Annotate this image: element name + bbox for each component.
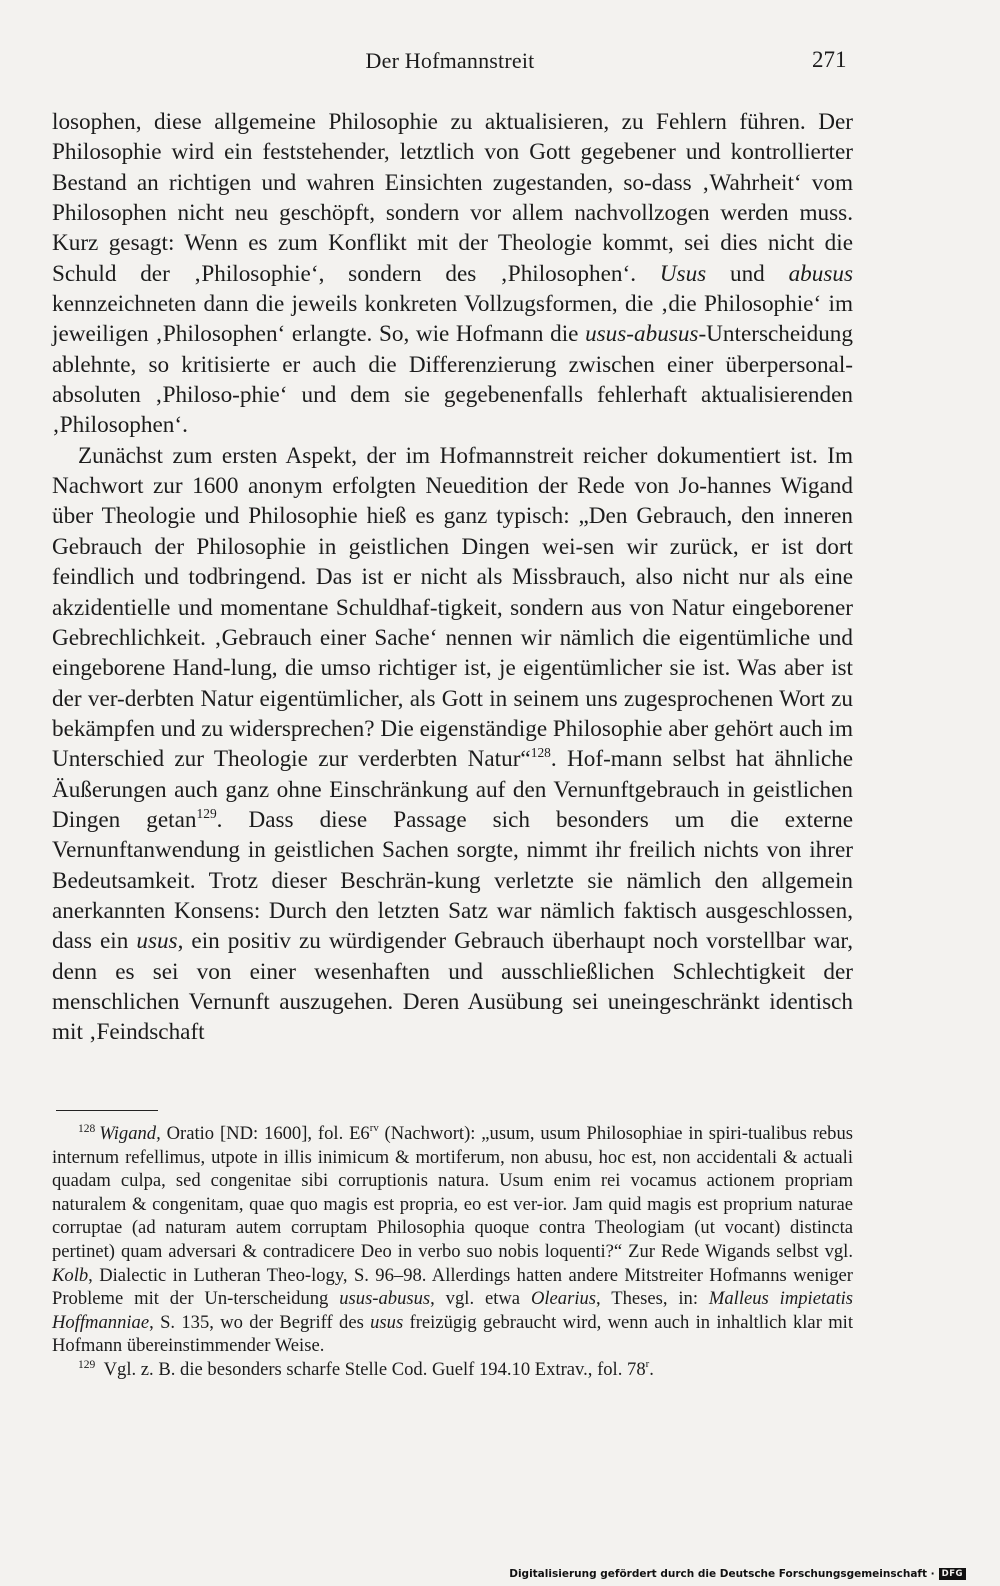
author-name: Olearius bbox=[530, 1288, 597, 1310]
italic-term: abusus bbox=[788, 260, 854, 287]
text-span: , Theses, in: bbox=[596, 1288, 709, 1310]
running-header: Der Hofmannstreit bbox=[365, 48, 535, 73]
footnote-128 bbox=[52, 1122, 853, 1358]
main-text bbox=[52, 107, 853, 1048]
superscript: r bbox=[645, 1358, 650, 1371]
superscript: rv bbox=[369, 1122, 379, 1135]
text-span: Zunächst zum ersten Aspekt, der im Hofmannstreit reicher dokumentiert ist. Im Nachwort zur 1600 anonym erfolgten Neuedition der Rede von Jo-hannes Wigand über Theologie und Philosophie hieß es ganz typisch: „Den Gebrauch, den inneren Gebrauch der Philosophie in geistlichen Dingen wei-sen wir zurück, er ist dort feindlich und todbringend. Das ist er nicht als Missbrauch, also nicht nur als eine akzidentielle und momentane Schuldhaf-tigkeit, sondern aus von Natur eingeborener Gebrechlichkeit. ‚Gebrauch einer Sache‘ nennen wir nämlich die eigentümliche und eingeborene Hand-lung, die umso richtiger ist, je eigentümlicher sie ist. Was aber ist der ver-derbten Natur eigentümlicher, als Gott in seinem uns zugesprochenen Wort zu bekämpfen und zu widersprechen? Die eigenständige Philosophie aber gehört auch im Unterschied zur Theologie zur verderbten Natur“ bbox=[52, 442, 853, 773]
footnote-ref-129[interactable]: 129 bbox=[196, 805, 217, 821]
text-span: , vgl. etwa bbox=[430, 1288, 531, 1310]
page-number: 271 bbox=[812, 47, 847, 72]
paragraph-1 bbox=[52, 107, 853, 441]
credit-text: Digitalisierung gefördert durch die Deutsche Forschungsgemeinschaft · bbox=[509, 1568, 935, 1580]
dfg-logo: DFG bbox=[939, 1568, 966, 1580]
italic-term: usus-abusus bbox=[585, 321, 699, 348]
italic-term: usus bbox=[136, 928, 178, 955]
italic-term: usus-abusus bbox=[339, 1288, 431, 1310]
text-span: -Unterscheidung ablehnte, so kritisierte er auch die Differenzierung zwischen einer überpersonal-absoluten ‚Philoso-phie‘ und dem sie gegebenenfalls fehlerhaft aktualisierenden ‚Philosophen‘. bbox=[52, 321, 853, 439]
footnote-separator bbox=[56, 1110, 158, 1111]
digitization-credit bbox=[509, 1568, 966, 1580]
text-span: , ein positiv zu würdigender Gebrauch überhaupt noch vorstellbar war, denn es sei von einer wesenhaften und ausschließlichen Schlechtigkeit der menschlichen Vernunft auszugehen. Deren Ausübung sei uneingeschränkt identisch mit ‚Feindschaft bbox=[52, 928, 853, 1046]
footnote-129 bbox=[52, 1358, 853, 1382]
text-span: . bbox=[649, 1358, 654, 1380]
italic-term: Usus bbox=[659, 260, 707, 287]
italic-term: usus bbox=[370, 1311, 404, 1333]
footnotes bbox=[52, 1122, 853, 1382]
text-span: Vgl. z. B. die besonders scharfe Stelle Cod. Guelf 194.10 Extrav., fol. 78 bbox=[99, 1358, 646, 1380]
text-span: , S. 135, wo der Begriff des bbox=[149, 1311, 371, 1333]
footnote-number: 129 bbox=[78, 1358, 96, 1371]
author-name: Kolb bbox=[52, 1264, 89, 1286]
text-span: kennzeichneten dann die jeweils konkreten Vollzugsformen, die ‚die Philosophie‘ im jeweiligen ‚Philosophen‘ erlangte. So, wie Hofmann die bbox=[52, 291, 853, 348]
text-span: . Hof-mann selbst hat ähnliche Äußerungen auch ganz ohne Einschränkung auf den Vernunftgebrauch in geistlichen Dingen getan bbox=[52, 746, 854, 833]
text-span: . Dass diese Passage sich besonders um die externe Vernunftanwendung in geistlichen Sachen sorgte, nimmt ihr freilich nichts von ihrer Bedeutsamkeit. Trotz dieser Beschrän-kung verletzte sie nämlich den allgemein anerkannten Konsens: Durch den letzten Satz war nämlich faktisch ausgeschlossen, dass ein bbox=[52, 806, 853, 955]
paragraph-2 bbox=[52, 441, 853, 1048]
author-name: Wigand, bbox=[99, 1123, 161, 1144]
text-span: und bbox=[706, 260, 789, 287]
text-span: , Dialectic in Lutheran Theo-logy, S. 96–98. Allerdings hatten andere Mitstreiter Hofmanns weniger Probleme mit der Un-terscheidung bbox=[52, 1264, 853, 1310]
text-span: (Nachwort): „usum, usum Philosophiae in spiri-tualibus rebus internum refellimus, utpote in illis inimicum & mortiferum, non abusu, hoc est, non accidentali & actuali quadam culpa, sed congenitae sibi corruptionis natura. Usum enim rei vocamus actionem propriam naturalem & congenitam, quae quo magis est propria, eo est ver-ior. Jam quid magis est proprium naturae corruptae (ad naturam autem corruptam Philosophia quoque contra Theologiam (ut vocant) distincta pertinet) quam adversari & contradicere Deo in verbo suo nobis loquenti?“ Zur Rede Wigands selbst vgl. bbox=[52, 1123, 853, 1262]
footnote-number: 128 bbox=[78, 1122, 96, 1135]
text-span: losophen, diese allgemeine Philosophie zu aktualisieren, zu Fehlern führen. Der Philosophie wird ein feststehender, letztlich von Gott gegebener und kontrollierter Bestand an richtigen und wahren Einsichten zugestanden, so-dass ‚Wahrheit‘ vom Philosophen nicht neu geschöpft, sondern vor allem nachvollzogen werden muss. Kurz gesagt: Wenn es zum Konflikt mit der Theologie kommt, sei dies nicht die Schuld der ‚Philosophie‘, sondern des ‚Philosophen‘. bbox=[52, 109, 853, 287]
text-span: Oratio [ND: 1600], fol. E6 bbox=[160, 1123, 370, 1144]
text-span: freizügig gebraucht wird, wenn auch in inhaltlich klar mit Hofmann übereinstimmender Weise. bbox=[52, 1311, 853, 1357]
footnote-ref-128[interactable]: 128 bbox=[530, 744, 551, 760]
work-title: Malleus impietatis Hoffmanniae bbox=[52, 1288, 854, 1333]
